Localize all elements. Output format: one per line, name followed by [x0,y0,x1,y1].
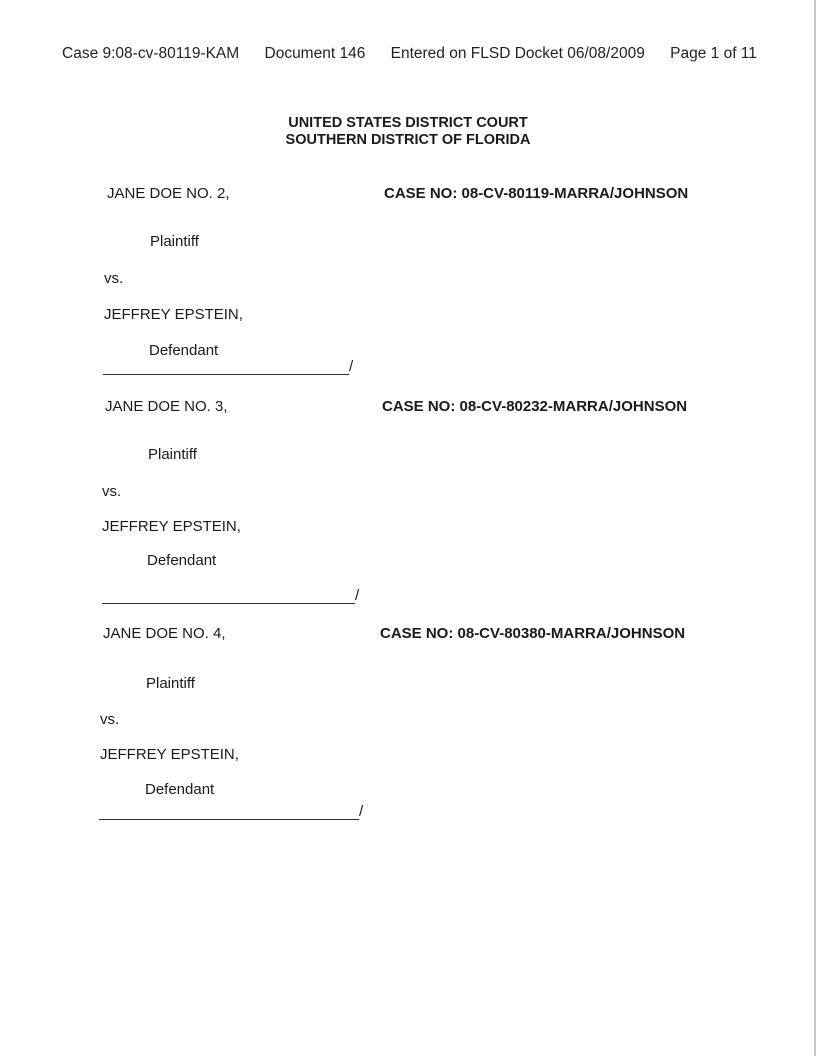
caption-divider-line [103,374,349,375]
versus-label: vs. [102,483,122,500]
header-entered-date: Entered on FLSD Docket 06/08/2009 [390,45,645,62]
plaintiff-name: JANE DOE NO. 2, [107,185,230,202]
caption-divider-line [99,819,359,820]
plaintiff-label: Plaintiff [148,446,197,463]
case-number: CASE NO: 08-CV-80380-MARRA/JOHNSON [380,625,686,642]
defendant-name: JEFFREY EPSTEIN, [104,306,243,323]
defendant-label: Defendant [147,552,217,569]
case-number: CASE NO: 08-CV-80232-MARRA/JOHNSON [382,398,688,415]
case-number: CASE NO: 08-CV-80119-MARRA/JOHNSON [384,185,689,202]
header-document-number: Document 146 [264,45,366,62]
header-case-number: Case 9:08-cv-80119-KAM [62,45,240,62]
caption-slash: / [359,803,364,820]
defendant-name: JEFFREY EPSTEIN, [100,746,239,763]
versus-label: vs. [104,270,124,287]
court-title-line-1: UNITED STATES DISTRICT COURT [288,115,528,131]
plaintiff-name: JANE DOE NO. 4, [103,625,226,642]
court-title-line-2: SOUTHERN DISTRICT OF FLORIDA [285,132,531,148]
caption-slash: / [349,358,354,375]
versus-label: vs. [100,711,120,728]
plaintiff-label: Plaintiff [146,675,195,692]
caption-divider-line [102,603,355,604]
caption-slash: / [355,587,360,604]
header-page-number: Page 1 of 11 [670,45,757,62]
court-title [0,115,816,149]
defendant-label: Defendant [149,342,219,359]
plaintiff-name: JANE DOE NO. 3, [105,398,228,415]
plaintiff-label: Plaintiff [150,233,199,250]
docket-header [62,45,757,63]
defendant-name: JEFFREY EPSTEIN, [102,518,241,535]
defendant-label: Defendant [145,781,215,798]
